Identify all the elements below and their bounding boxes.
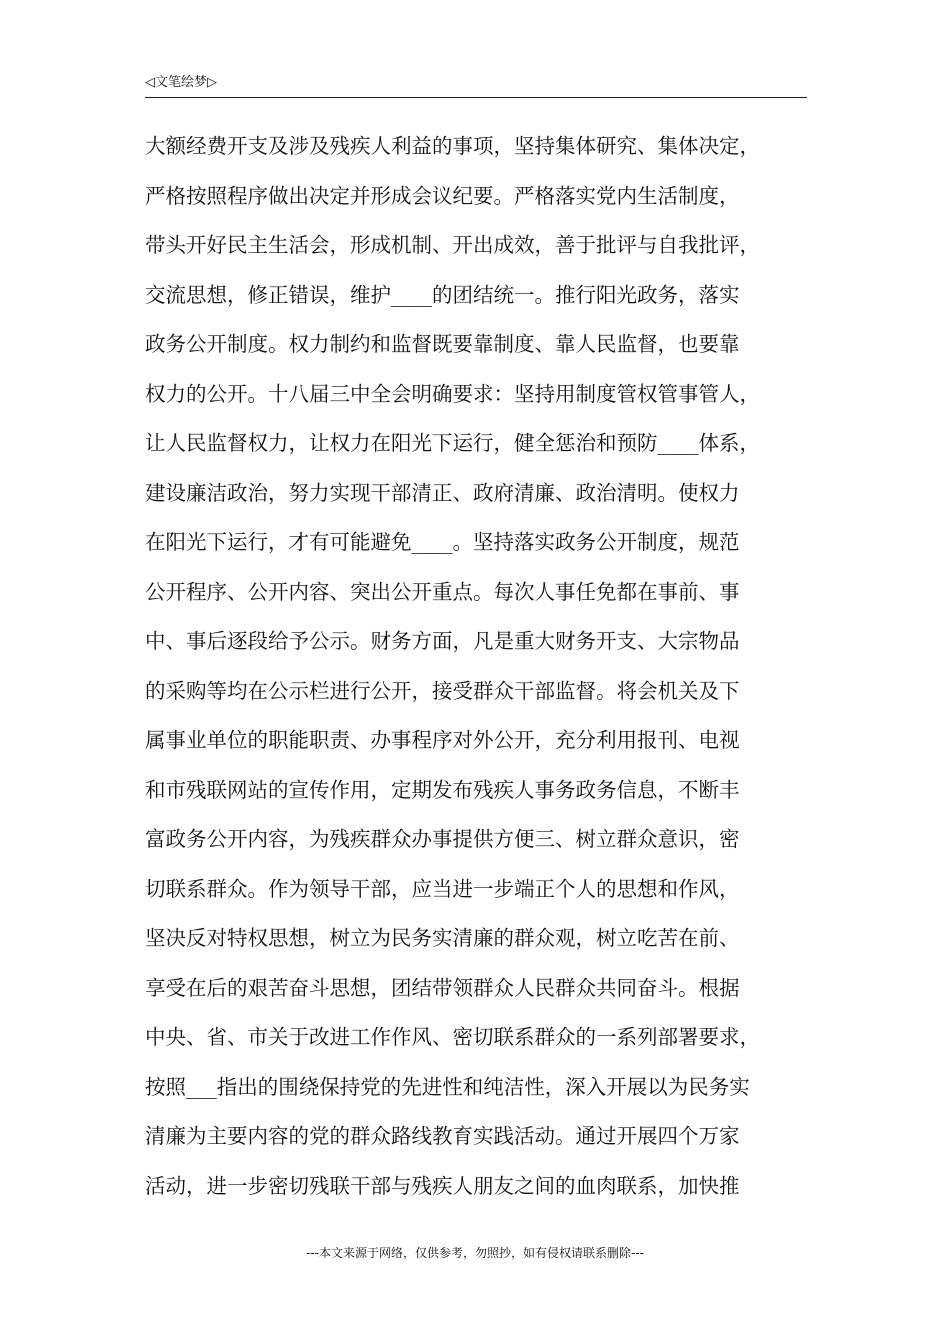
- page-header: [145, 74, 807, 98]
- body-line: 在阳光下运行，才有可能避免____。坚持落实政务公开制度，规范: [145, 530, 740, 554]
- body-line: 富政务公开内容，为残疾群众办事提供方便三、树立群众意识，密: [145, 827, 740, 851]
- body-line: 建设廉洁政治，努力实现干部清正、政府清廉、政治清明。使权力: [145, 480, 740, 505]
- body-line: 清廉为主要内容的党的群众路线教育实践活动。通过开展四个万家: [145, 1124, 740, 1148]
- body-line: 交流思想，修正错误，维护____的团结统一。推行阳光政务，落实: [145, 282, 740, 307]
- body-line: 活动，进一步密切残联干部与残疾人朋友之间的血肉联系，加快推: [145, 1173, 740, 1198]
- body-line: 切联系群众。作为领导干部，应当进一步端正个人的思想和作风，: [145, 876, 740, 901]
- header-divider: [145, 97, 807, 98]
- body-line: 让人民监督权力，让权力在阳光下运行，健全惩治和预防____体系，: [145, 431, 760, 455]
- body-line: 享受在后的艰苦奋斗思想，团结带领群众人民群众共同奋斗。根据: [145, 975, 740, 1000]
- body-line: 坚决反对特权思想，树立为民务实清廉的群众观，树立吃苦在前、: [145, 926, 740, 950]
- document-body: [145, 128, 815, 1217]
- body-line: 严格按照程序做出决定并形成会议纪要。严格落实党内生活制度，: [145, 183, 740, 208]
- body-line: 属事业单位的职能职责、办事程序对外公开，充分利用报刊、电视: [145, 728, 740, 752]
- body-line: 政务公开制度。权力制约和监督既要靠制度、靠人民监督，也要靠: [145, 332, 740, 356]
- body-line: 中、事后逐段给予公示。财务方面，凡是重大财务开支、大宗物品: [145, 629, 740, 653]
- header-brand: ◁文笔绘梦▷: [145, 75, 217, 90]
- body-line: 公开程序、公开内容、突出公开重点。每次人事任免都在事前、事: [145, 579, 740, 604]
- body-line: 权力的公开。十八届三中全会明确要求：坚持用制度管权管事管人，: [145, 381, 760, 406]
- body-line: 带头开好民主生活会，形成机制、开出成效，善于批评与自我批评，: [145, 233, 760, 257]
- body-line: 的采购等均在公示栏进行公开，接受群众干部监督。将会机关及下: [145, 678, 740, 703]
- body-line: 和市残联网站的宣传作用，定期发布残疾人事务政务信息，不断丰: [145, 777, 740, 802]
- body-line: 中央、省、市关于改进工作作风、密切联系群众的一系列部署要求，: [145, 1025, 760, 1049]
- body-line: 大额经费开支及涉及残疾人利益的事项，坚持集体研究、集体决定，: [145, 134, 760, 158]
- footer-disclaimer: ---本文来源于网络，仅供参考，勿照抄，如有侵权请联系删除---: [306, 1246, 644, 1260]
- body-line: 按照___指出的围绕保持党的先进性和纯洁性，深入开展以为民务实: [145, 1074, 750, 1099]
